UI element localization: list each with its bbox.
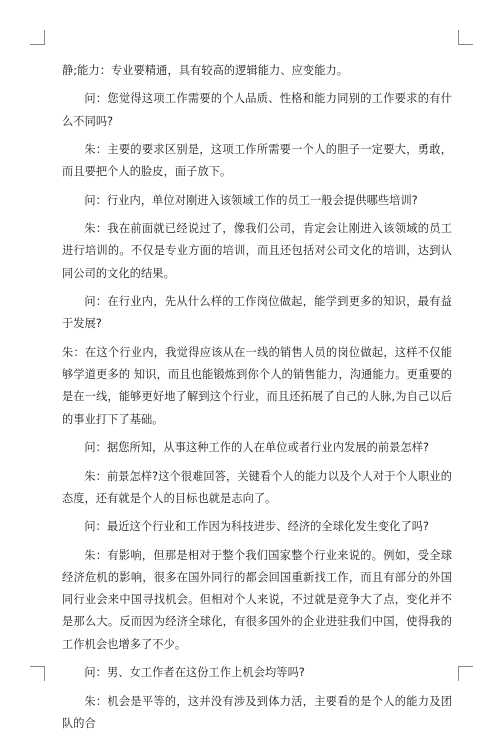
paragraph: 问：据您所知，从事这种工作的人在单位或者行业内发展的前景怎样? xyxy=(84,441,430,455)
page-corner-mark-top-left xyxy=(30,30,45,45)
paragraph: 问：最近这个行业和工作因为科技进步、经济的全球化发生变化了吗? xyxy=(84,520,430,534)
paragraph: 朱：我在前面就已经说过了，像我们公司，肯定会让刚进入该领域的员工进行培训的。不仅是专业方面的培训，而且还包括对公司文化的培训，达到认同公司的文化的结果。 xyxy=(62,222,452,280)
document-body xyxy=(62,60,452,741)
page-corner-mark-bottom-left xyxy=(30,666,45,681)
paragraph: 问：在行业内，先从什么样的工作岗位做起，能学到更多的知识，最有益于发展? xyxy=(62,295,452,331)
paragraph: 问：行业内，单位对刚进入该领域工作的员工一般会提供哪些培训? xyxy=(84,193,418,207)
page-corner-mark-top-right xyxy=(458,30,473,45)
paragraph: 朱：在这个行业内，我觉得应该从在一线的销售人员的岗位做起，这样不仅能够学道更多的 知识，而且也能锻炼到你个人的销售能力，沟通能力。更重要的是在一线，能够更好地了解到这个行业，而且还拓展了自己的人脉,为自己以后的事业打下了基础。 xyxy=(62,345,452,426)
paragraph: 静;能力：专业要精通，具有较高的逻辑能力、应变能力。 xyxy=(62,64,349,77)
paragraph: 问：您觉得这项工作需要的个人品质、性格和能力同别的工作要求的有什么不同吗? xyxy=(62,92,452,128)
paragraph: 朱：前景怎样?这个很难回答，关键看个人的能力以及个人对于个人职业的态度，还有就是个人的目标也就是志向了。 xyxy=(62,469,452,505)
paragraph: 朱：主要的要求区别是，这项工作所需要一个人的胆子一定要大，勇敢，而且要把个人的脸皮，面子放下。 xyxy=(62,143,452,179)
paragraph: 朱：有影响，但那是相对于整个我们国家整个行业来说的。例如，受全球经济危机的影响，很多在国外同行的都会回国重新找工作，而且有部分的外国同行业会来中国寻找机会。但相对个人来说，不过就是竞争大了点，变化并不是那么大。反而因为经济全球化，有很多国外的企业进驻我们中国，使得我的工作机会也增多了不少。 xyxy=(62,548,452,651)
paragraph: 朱：机会是平等的，这并没有涉及到体力活，主要看的是个人的能力及团队的合 xyxy=(62,694,452,730)
page-corner-mark-bottom-right xyxy=(458,666,473,681)
paragraph: 问：男、女工作者在这份工作上机会均等吗? xyxy=(84,666,305,680)
